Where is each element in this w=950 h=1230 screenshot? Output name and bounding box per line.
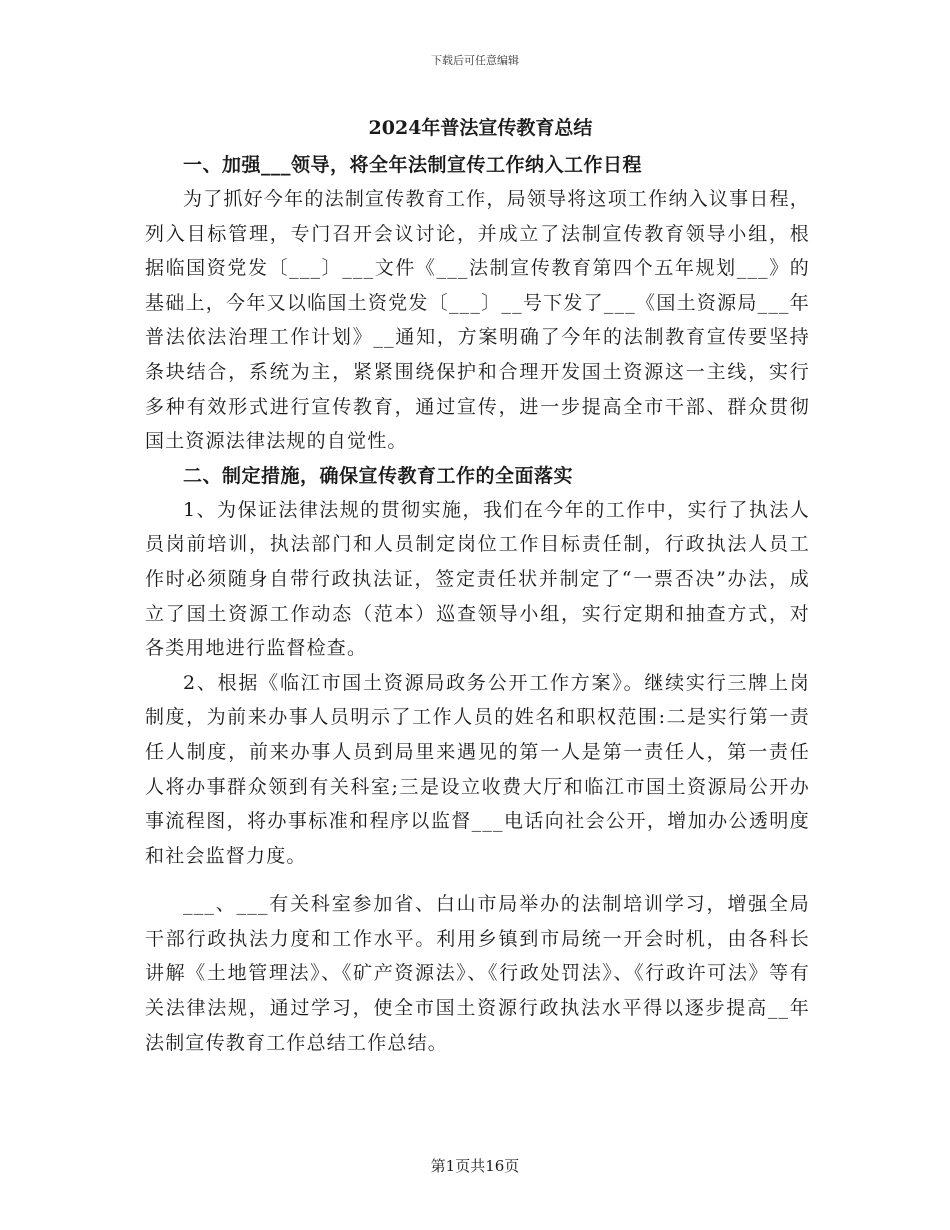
section-1-paragraph: 为了抓好今年的法制宣传教育工作，局领导将这项工作纳入议事日程，列入目标管理，专门召开会议讨论，并成立了法制宣传教育领导小组，根据临国资党发〔___〕___文件《___法制宣传教育第四个五年规划___》的基础上，今年又以临国土资党发〔___〕__号下发了___《国土资源局___年普法依法治理工作计划》__通知，方案明确了今年的法制教育宣传要坚持条块结合，系统为主，紧紧围绕保护和合理开发国土资源这一主线，实行多种有效形式进行宣传教育，通过宣传，进一步提高全市干部、群众贯彻国土资源法律法规的自觉性。 (145, 188, 810, 453)
page-header-note: 下载后可任意编辑 (431, 54, 519, 67)
section-heading-2: 二、制定措施，确保宣传教育工作的全面落实 (183, 464, 574, 487)
section-2-paragraph-2: 2、根据《临江市国土资源局政务公开工作方案》。继续实行三牌上岗制度，为前来办事人员明示了工作人员的姓名和职权范围:二是实行第一责任人制度，前来办事人员到局里来遇见的第一人是第一责任人，第一责任人将办事群众领到有关科室;三是设立收费大厅和临江市国土资源局公开办事流程图，将办事标准和程序以监督___电话向社会公开，增加办公透明度和社会监督力度。 (145, 671, 810, 867)
section-2-paragraph-3: ___、___有关科室参加省、白山市局举办的法制培训学习，增强全局干部行政执法力度和工作水平。利用乡镇到市局统一开会时机，由各科长讲解《土地管理法》、《矿产资源法》、《行政处罚法》、《行政许可法》等有关法律法规，通过学习，使全市国土资源行政执法水平得以逐步提高__年法制宣传教育工作总结工作总结。 (145, 893, 810, 1054)
section-2-paragraph-1: 1、为保证法律法规的贯彻实施，我们在今年的工作中，实行了执法人员岗前培训，执法部门和人员制定岗位工作目标责任制，行政执法人员工作时必须随身自带行政执法证，签定责任状并制定了“一票否决”办法，成立了国土资源工作动态（范本）巡查领导小组，实行定期和抽查方式，对各类用地进行监督检查。 (145, 498, 810, 660)
document-title: 2024年普法宣传教育总结 (368, 117, 593, 139)
document-body (145, 112, 810, 1060)
section-heading-1: 一、加强___领导，将全年法制宣传工作纳入工作日程 (183, 154, 643, 176)
page-number: 第1页共16页 (430, 1157, 520, 1175)
